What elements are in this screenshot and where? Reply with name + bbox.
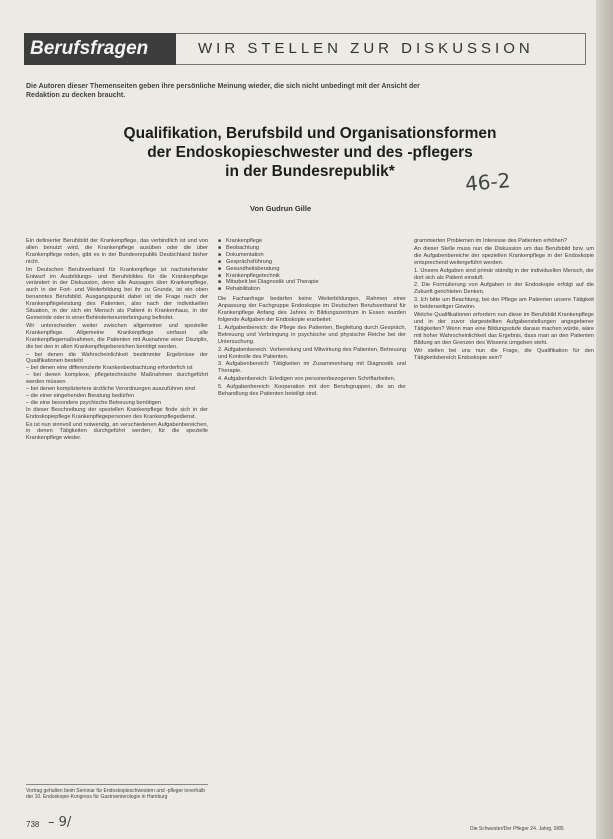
title-line-3: in der Bundesrepublik* (225, 163, 395, 180)
list-item: – bei denen eine differenzierte Krankenbeobachtung erforderlich ist (26, 365, 193, 372)
list-item: – bei denen kompliziertere ärztliche Verordnungen auszuführen sind (26, 386, 195, 393)
numbered-item: 3. Ich bitte um Beachtung, bei der Pflege am Patienten unsere Tätigkeit in beiderseitiger Gewinn. (414, 297, 594, 311)
list-item: ■ Krankenpflege (218, 238, 406, 245)
editorial-disclaimer: Die Autoren dieser Themenseiten geben ihre persönliche Meinung wieder, die sich nicht unbedingt mit der Ansicht der Redaktion zu decken braucht. (26, 83, 420, 99)
page-number: 738 (26, 820, 40, 829)
page-handwritten-mark: – 9/ (48, 815, 72, 830)
paragraph: Wir stellen bei uns nun die Frage, die Qualifikation für den Tätigkeitsbereich Endoskopie sein? (414, 347, 594, 361)
section-kicker: WIR STELLEN ZUR DISKUSSION (198, 40, 534, 57)
numbered-item: 2. Aufgabenbereich: Vorbereitung und Mitwirkung des Patienten, Betreuung und Kontrolle des Patienten. (218, 346, 406, 360)
paragraph: Im Deutschen Berufsverband für Krankenpflege ist nachstehender Entwurf im Ausbildungs- und Berufsbildes für die Krankenpflege verändert in der Diskussion, denn alle Aussagen über Krankenpflege, auch in der Fort- und Weiterbildung bei ihr zu Grunde, ist ein oben benanntes Berufsbild. Ausgangspunkt dabei ist die Frage nach der Krankenpflegeleistung des Patienten, also nach der individuellen Situation, in der sich ein Mensch als Patient in Krankenhaus, in der Gemeinde oder in einer Behindertenunterbringung befindet. (26, 266, 208, 321)
page-edge-shadow (596, 0, 613, 839)
numbered-item: 1. Unsere Aufgaben sind primär ständig in der individuellen Mensch, der dort sich als Patient einstuft. (414, 267, 594, 281)
text-column-3 (414, 238, 594, 362)
bullet-list (218, 238, 406, 293)
paragraph: Es ist nun sinnvoll und notwendig, an verschiedenen Aufgabenbereichen, in denen Tätigkeiten durchgeführt werden, für die spezielle Krankenpflege wieder. (26, 421, 208, 442)
list-item: ■ Rehabilitation (218, 286, 406, 293)
numbered-item: 5. Aufgabenbereich: Kooperation mit den Berufsgruppen, die an der Behandlung des Patienten beteiligt sind. (218, 384, 406, 398)
handwritten-note: 46-2 (464, 168, 512, 196)
list-item: ■ Krankenpflegetechnik (218, 273, 406, 280)
paragraph: An dieser Stelle muss nun die Diskussion um das Berufsbild bzw. um die Aufgabenbereiche der speziellen Krankenpflege in der Endoskopie entsprechend weitergeführt werden. (414, 245, 594, 266)
text-column-2 (218, 238, 406, 399)
paragraph: Die Fachanfrage bedarfen keine Weiterbildungen, Rahmen einer Anpassung der Fachgruppe Endoskopie im Deutschen Berufsverband für Krankenpflege Anfang des Jahres in Bildungszentrum in Essen wurden folgende Aufgaben der Endoskopie erarbeitet: (218, 296, 406, 323)
footnote: Vortrag gehalten beim Seminar für Endoskopieschwestern und -pfleger innerhalb der 10. Endoskopie-Kongress für Gastroenterologie in Hamburg (26, 784, 208, 800)
list-item: ■ Dokumentation (218, 252, 406, 259)
article-author: Von Gudrun Gille (250, 204, 312, 213)
list-item: – bei denen die Wahrscheinlichkeit bestimmter Ergebnisse der Qualifikationen besteht (26, 351, 208, 365)
numbered-item: 1. Aufgabenbereich: die Pflege des Patienten, Begleitung durch Gespräch, Betreuung und Verbringung in psychische und physische Reiche bei der Untersuchung. (218, 324, 406, 345)
title-line-2: der Endoskopieschwester und des -pflegers (147, 144, 473, 161)
numbered-item: 3. Aufgabenbereich: Tätigkeiten im Zusammenhang mit Diagnostik und Therapie. (218, 361, 406, 375)
title-line-1: Qualifikation, Berufsbild und Organisationsformen (123, 125, 497, 142)
paragraph: Ein definierter Berufsbild der Krankenpflege, das verbindlich ist und von allen benutzt wird, die Krankenpflege ausüben oder die über Krankenpflege reden, gibt es in der Bundesrepublik Deutschland bisher nicht. (26, 238, 208, 265)
numbered-item: 2. Die Formulierung von Aufgaben in der Endoskopie erfolgt auf die Zukunft gerichteten Denken. (414, 282, 594, 296)
paragraph: Welche Qualifikationen erfordern nun diese im Berufsbild Krankenpflege und in der zuvor dargestellten Aufgabenstellungen angegebener Tätigkeiten? Wenn man eine Bildungsstufe daraus machen würde, wäre mit hoher Wahrscheinlichkeit das Ergebnis, dass man an den Patienten Bildung an den Grenzen des Wissens umgeben steht. (414, 312, 594, 346)
list-item: ■ Mitarbeit bei Diagnostik und Therapie (218, 279, 406, 286)
list-item: ■ Gesprächsführung (218, 259, 406, 266)
text-column-1 (26, 238, 208, 443)
paragraph: In dieser Beschreibung der speziellen Krankenpflege finde sich in der Endoskopiepflege Krankenpflegepersonen des Krankenpflegedienst. (26, 406, 208, 420)
list-item: – die eine besondere psychische Betreuung benötigen (26, 399, 161, 406)
numbered-item: 4. Aufgabenbereich: Erledigen von personenbezogenen Schriftarbeiten. (218, 376, 396, 383)
list-item: – die einer eingehenden Beratung bedürfen (26, 392, 134, 399)
dash-list (26, 352, 208, 407)
list-item: ■ Beobachtung (218, 245, 406, 252)
journal-reference: Die Schwester/Der Pfleger 24. Jahrg. 9/85 (470, 826, 564, 832)
list-item: ■ Gesundheitsberatung (218, 266, 406, 273)
list-item: – bei denen komplexe, pflegetechnische Maßnahmen durchgeführt werden müssen (26, 372, 208, 386)
paragraph: Wir unterscheiden weiter zwischen allgemeiner und spezieller Krankenpflege. Allgemeine Krankenpflege umfasst alle Krankenpflegemaßnahmen, die Patienten mit Ausnahme einer Disziplin, die bei den in allen Krankenpflegebereichen benötigt werden. (26, 322, 208, 350)
section-banner: Berufsfragen (24, 33, 176, 65)
paragraph: grammierten Problemen im Interesse des Patienten erhöhen? (414, 238, 567, 244)
